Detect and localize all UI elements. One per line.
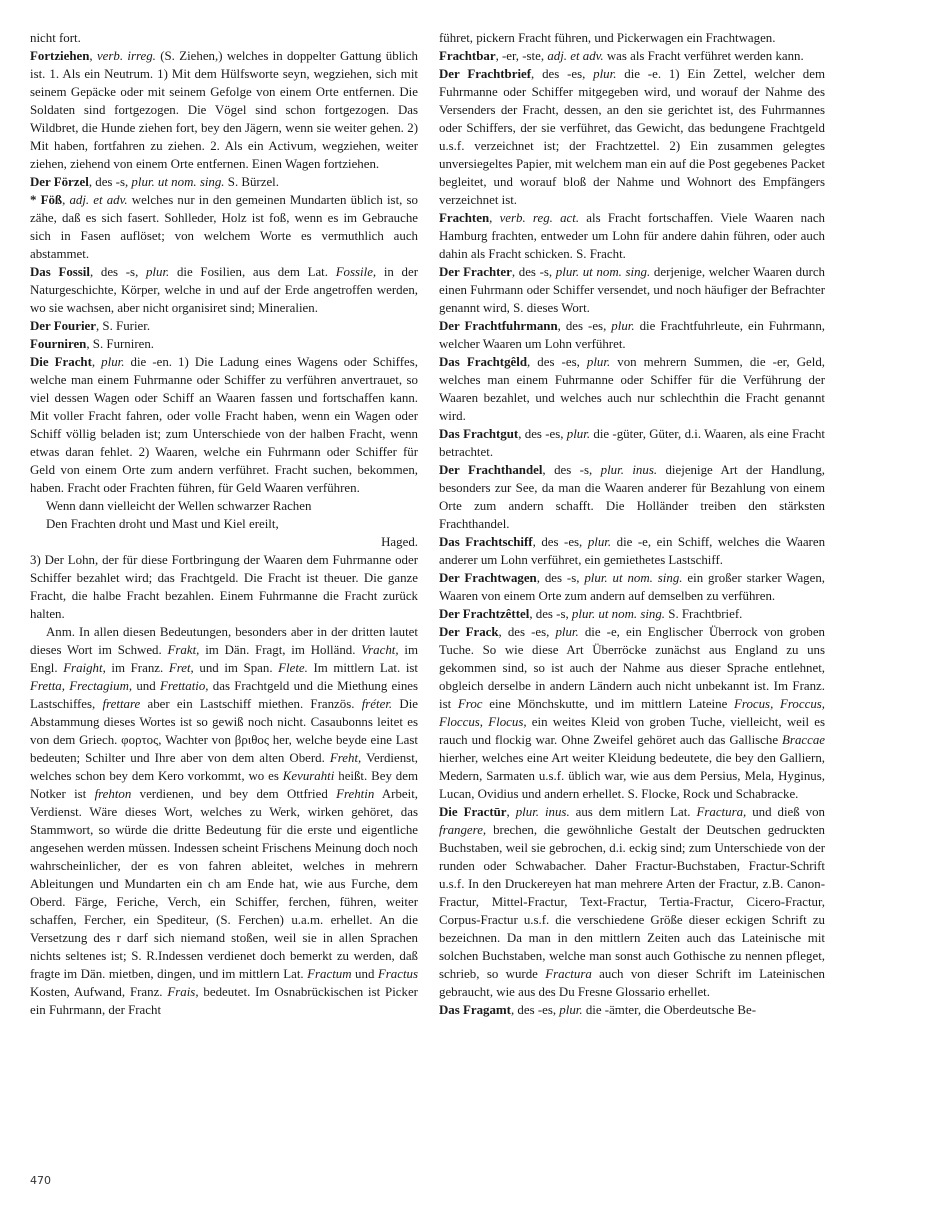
entry-frachter: Der Frachter, des -s, plur. ut nom. sing. derjenige, welcher Waaren durch einen Fuhrmann oder Schiffer versendet, und noch häufiger der Befrachter genannt wird, S. dieses Wort. (439, 265, 826, 315)
verse-line: Den Frachten droht und Mast und Kiel ereilt, (46, 517, 279, 531)
left-column (30, 29, 418, 1019)
entry-frachtzettel: Der Frachtzêttel, des -s, plur. ut nom. sing. S. Frachtbrief. (439, 607, 743, 621)
entry-fourniren: Fourniren, S. Furniren. (30, 337, 155, 351)
entry-frachten: Frachten, verb. reg. act. als Fracht fortschaffen. Viele Waaren nach Hamburg frachten, entweder um Lohn für andere dahin führen, oder auch dahin als Fracht schicken. S. Fracht. (439, 211, 825, 261)
headword: Frachten (439, 211, 490, 225)
headword: Fourniren (30, 337, 87, 351)
entry-fourier: Der Fourier, S. Furier. (30, 319, 151, 333)
entry-frack: Der Frack, des -es, plur. die -e, ein Englischer Überrock von groben Tuche. So wie diese Art Überröcke zunächst aus England zu uns gekommen sind, so ist auch der Nahme aus dieser Sprache entlehnet, obgleich derselbe in andern Ländern auch nicht unbekannt ist. Im Franz. ist Froc eine Mönchskutte, und im mittlern Lateine Frocus, Froccus, Floccus, Flocus, ein weites Kleid von groben Tuche, vielleicht, weil es rauch und flockig war. Ohne Zweifel gehöret auch das Gallische Braccae hierher, welches eine Art weiter Kleidung bedeutete, die bey den Galliern, Medern, Sarmaten u.s.f. üblich war, wie aus dem Persius, Mela, Hyginus, Lucan, Ovidius und andern erhellet. S. Flocke, Rock und Schabracke. (439, 625, 826, 801)
entry-fossil: Das Fossil, des -s, plur. die Fosilien, aus dem Lat. Fossile, in der Naturgeschichte, Körper, welche in und auf der Erde angetroffen werden, wo sie wachsen, aber nicht organisiret sind; Mineralien. (30, 265, 419, 315)
verse-line: Wenn dann vielleicht der Wellen schwarzer Rachen (46, 499, 312, 513)
headword: Frachtbar (439, 49, 496, 63)
headword: Das Frachtschiff (439, 535, 533, 549)
headword: Das Fragamt (439, 1003, 511, 1017)
annotation-paragraph: Anm. In allen diesen Bedeutungen, besonders aber in der dritten lautet dieses Wort im Schwed. Frakt, im Dän. Fragt, im Holländ. Vracht, im Engl. Fraight, im Franz. Fret, und im Span. Flete. Im mittlern Lat. ist Fretta, Frectagium, und Frettatio, das Frachtgeld und die Miethung eines Lastschiffes, frettare aber ein Lastschiff miethen. Französ. fréter. Die Abstammung dieses Wortes ist so gewiß noch nicht. Casaubonns leitet es von dem Griech. φορτος, Wachter von βριθος her, welche beyde eine Last bedeuten; Schilter und Ihre aber von dem alten Oberd. Freht, Verdienst, welches schon bey dem Kero vorkommt, wo es Kevurahti heißt. Bey dem Notker ist frehton verdienen, und bey dem Ottfried Frehtin Arbeit, Verdienst. Wäre dieses Wort, welches zu Werk, wirken gehöret, das Stammwort, so würde die dritte Bedeutung für die erste und eigentliche angesehen werden müssen. Indessen scheint Frischens Meinung doch noch wahrscheinlicher, der es von fahren ableitet, welches in mehrern Ableitungen und Mundarten ein ch am Ende hat, wie aus Furche, dem Oberd. Färge, Feriche, Verch, ein Schiffer, ferchen, führen, weiter schaffen, Fercher, ein Spediteur, (S. Ferchen) u.a.m. erhellet. An die Versetzung des r darf sich niemand stoßen, weil sie in allen Sprachen nichts seltenes ist; S. R.Indessen verdienet doch bemerkt zu werden, daß fragte im Dän. mietben, dingen, und im mittlern Lat. Fractum und Fractus Kosten, Aufwand, Franz. Frais, bedeutet. Im Osnabrückischen ist Picker ein Fuhrmann, der Fracht (30, 625, 419, 1017)
verse-attribution: Haged. (381, 535, 418, 549)
entry-frachtgeld: Das Frachtgêld, des -es, plur. von mehrern Summen, die -er, Geld, welches man einem Fuhrmanne oder Schiffer für die Verführung der Waaren bezahlet, und welches auch nur schlechthin die Fracht genannt wird. (439, 355, 826, 423)
continuation-text: führet, pickern Fracht führen, und Pickerwagen ein Frachtwagen. (439, 31, 776, 45)
headword: Der Frack (439, 625, 499, 639)
headword: Der Frachtbrief (439, 67, 532, 81)
headword: Der Frachtwagen (439, 571, 537, 585)
entry-frachtfuhrmann: Der Frachtfuhrmann, des -es, plur. die Frachtfuhrleute, ein Fuhrmann, welcher Waaren um Lohn verführet. (439, 319, 825, 351)
page-number: 470 (30, 1174, 51, 1187)
entry-fragamt: Das Fragamt, des -es, plur. die -ämter, die Oberdeutsche Be- (439, 1003, 757, 1017)
headword: Der Förzel (30, 175, 89, 189)
headword: Fortziehen (30, 49, 90, 63)
entry-frachthandel: Der Frachthandel, des -s, plur. inus. diejenige Art der Handlung, besonders zur See, da man die Waaren anderer für Bezahlung von einem Orte zum andern schafft. Die Holländer treiben den stärksten Frachthandel. (439, 463, 825, 531)
entry-frachtwagen: Der Frachtwagen, des -s, plur. ut nom. sing. ein großer starker Wagen, Waaren von einem Orte zum andern auf demselben zu verführen. (439, 571, 825, 603)
headword: Der Frachter (439, 265, 512, 279)
headword: Der Frachthandel (439, 463, 543, 477)
continuation-text: nicht fort. (30, 31, 81, 45)
entry-foerzel: Der Förzel, des -s, plur. ut nom. sing. S. Bürzel. (30, 175, 279, 189)
entry-fracht: Die Fracht, plur. die -en. 1) Die Ladung eines Wagens oder Schiffes, welche man einem Fuhrmanne oder Schiffer zu verführen anvertrauet, so viel dessen Wagen oder Schiff an Waaren fassen und fortschaffen kann. Mit voller Fracht fahren, oder volle Fracht haben, wenn ein Wagen oder Schiff völlig beladen ist; zum Unterschiede von der halben Fracht, wenn etwas daran fehlet. 2) Waaren, welche ein Fuhrmann oder Schiffer für Geld von einem Orte zum andern verführet. Fracht suchen, bekommen, haben. Fracht oder Frachten führen, für Geld Waaren verführen. (30, 355, 418, 495)
entry-frachtbrief: Der Frachtbrief, des -es, plur. die -e. 1) Ein Zettel, welcher dem Fuhrmanne oder Schiffer mitgegeben wird, und worauf der Nahme des Versenders der Fracht, dessen, an den sie gerichtet ist, des Fuhrmannes oder Schiffers, der sie verführet, das Gewicht, das bedungene Frachtgeld u.s.f. verzeichnet ist; der Frachtzettel. 2) Ein zusammen gelegtes unversiegeltes Papier, mit welchem man ein auf die Post gegebenes Packet begleitet, und worauf bloß der Nahme und Wohnort des Empfängers verzeichnet ist. (439, 67, 825, 207)
headword: Das Fossil (30, 265, 90, 279)
headword: Das Frachtgêld (439, 355, 527, 369)
headword: * Föß (30, 193, 63, 207)
entry-fracht-sense-3: 3) Der Lohn, der für diese Fortbringung der Waaren dem Fuhrmanne oder Schiffer bezahlet wird; das Frachtgeld. Die Fracht ist theuer. Die ganze Fracht, die halbe Fracht bezahlen. Einem Fuhrmanne die Fracht zurück halten. (30, 553, 418, 621)
headword: Der Fourier (30, 319, 96, 333)
headword: Der Frachtfuhrmann (439, 319, 558, 333)
entry-foess: * Föß, adj. et adv. welches nur in den gemeinen Mundarten üblich ist, so zähe, daß es sich fasert. Sohlleder, Holz ist foß, wenn es im Gebrauche sich in Fasen auflöset; von welchem Worte es vermuthlich auch abstammet. (30, 193, 418, 261)
entry-frachtschiff: Das Frachtschiff, des -es, plur. die -e, ein Schiff, welches die Waaren anderer um Lohn verführet, ein gemiethetes Lastschiff. (439, 535, 826, 567)
entry-fractur: Die Fractūr, plur. inus. aus dem mitlern Lat. Fractura, und dieß von frangere, brechen, die gewöhnliche Gestalt der Deutschen gedruckten Buchstaben, weil sie gebrochen, d.i. eckig sind; zum Unterschiede von der runden oder Schwabacher. Daher Fractur-Buchstaben, Fractur-Schrift u.s.f. In den Druckereyen hat man mehrere Arten der Fractur, z.B. Canon-Fractur, Mittel-Fractur, Text-Fractur, Tertia-Fractur, Cicero-Fractur, Corpus-Fractur u.s.f. die verschiedene Größe dieser eckigen Schrift zu bezeichnen. Da man in den mittlern Zeiten auch das Lateinische mit solchen Buchstaben, welche man sonst auch Gothische zu nennen pfleget, schrieb, so wurde Fractura auch von dieser Schrift im Lateinischen gebraucht, wie aus des Du Fresne Glossario erhellet. (439, 805, 826, 999)
entry-frachtbar: Frachtbar, -er, -ste, adj. et adv. was als Fracht verführet werden kann. (439, 49, 804, 63)
entry-fortziehen: Fortziehen, verb. irreg. (S. Ziehen,) welches in doppelter Gattung üblich ist. 1. Als ein Neutrum. 1) Mit dem Hülfsworte seyn, wegziehen, sich mit seinem Gepäcke oder mit seinem Gefolge von einem Orte entfernen. Die Soldaten sind fortgezogen. Die Vögel sind schon fortgezogen. Das Wildbret, die Hunde ziehen fort, bey den Jägern, wenn sie weiter gehen. 2) Mit haben, fortfahren zu ziehen. 2. Als ein Activum, wegziehen, weiter ziehen, ziehend von einem Orte entfernen. Einen Wagen fortziehen. (30, 49, 418, 171)
entry-frachtgut: Das Frachtgut, des -es, plur. die -güter, Güter, d.i. Waaren, als eine Fracht betrachtet. (439, 427, 825, 459)
headword: Das Frachtgut (439, 427, 519, 441)
headword: Die Fractūr (439, 805, 507, 819)
headword: Die Fracht (30, 355, 92, 369)
headword: Der Frachtzêttel (439, 607, 530, 621)
right-column (439, 29, 825, 1019)
